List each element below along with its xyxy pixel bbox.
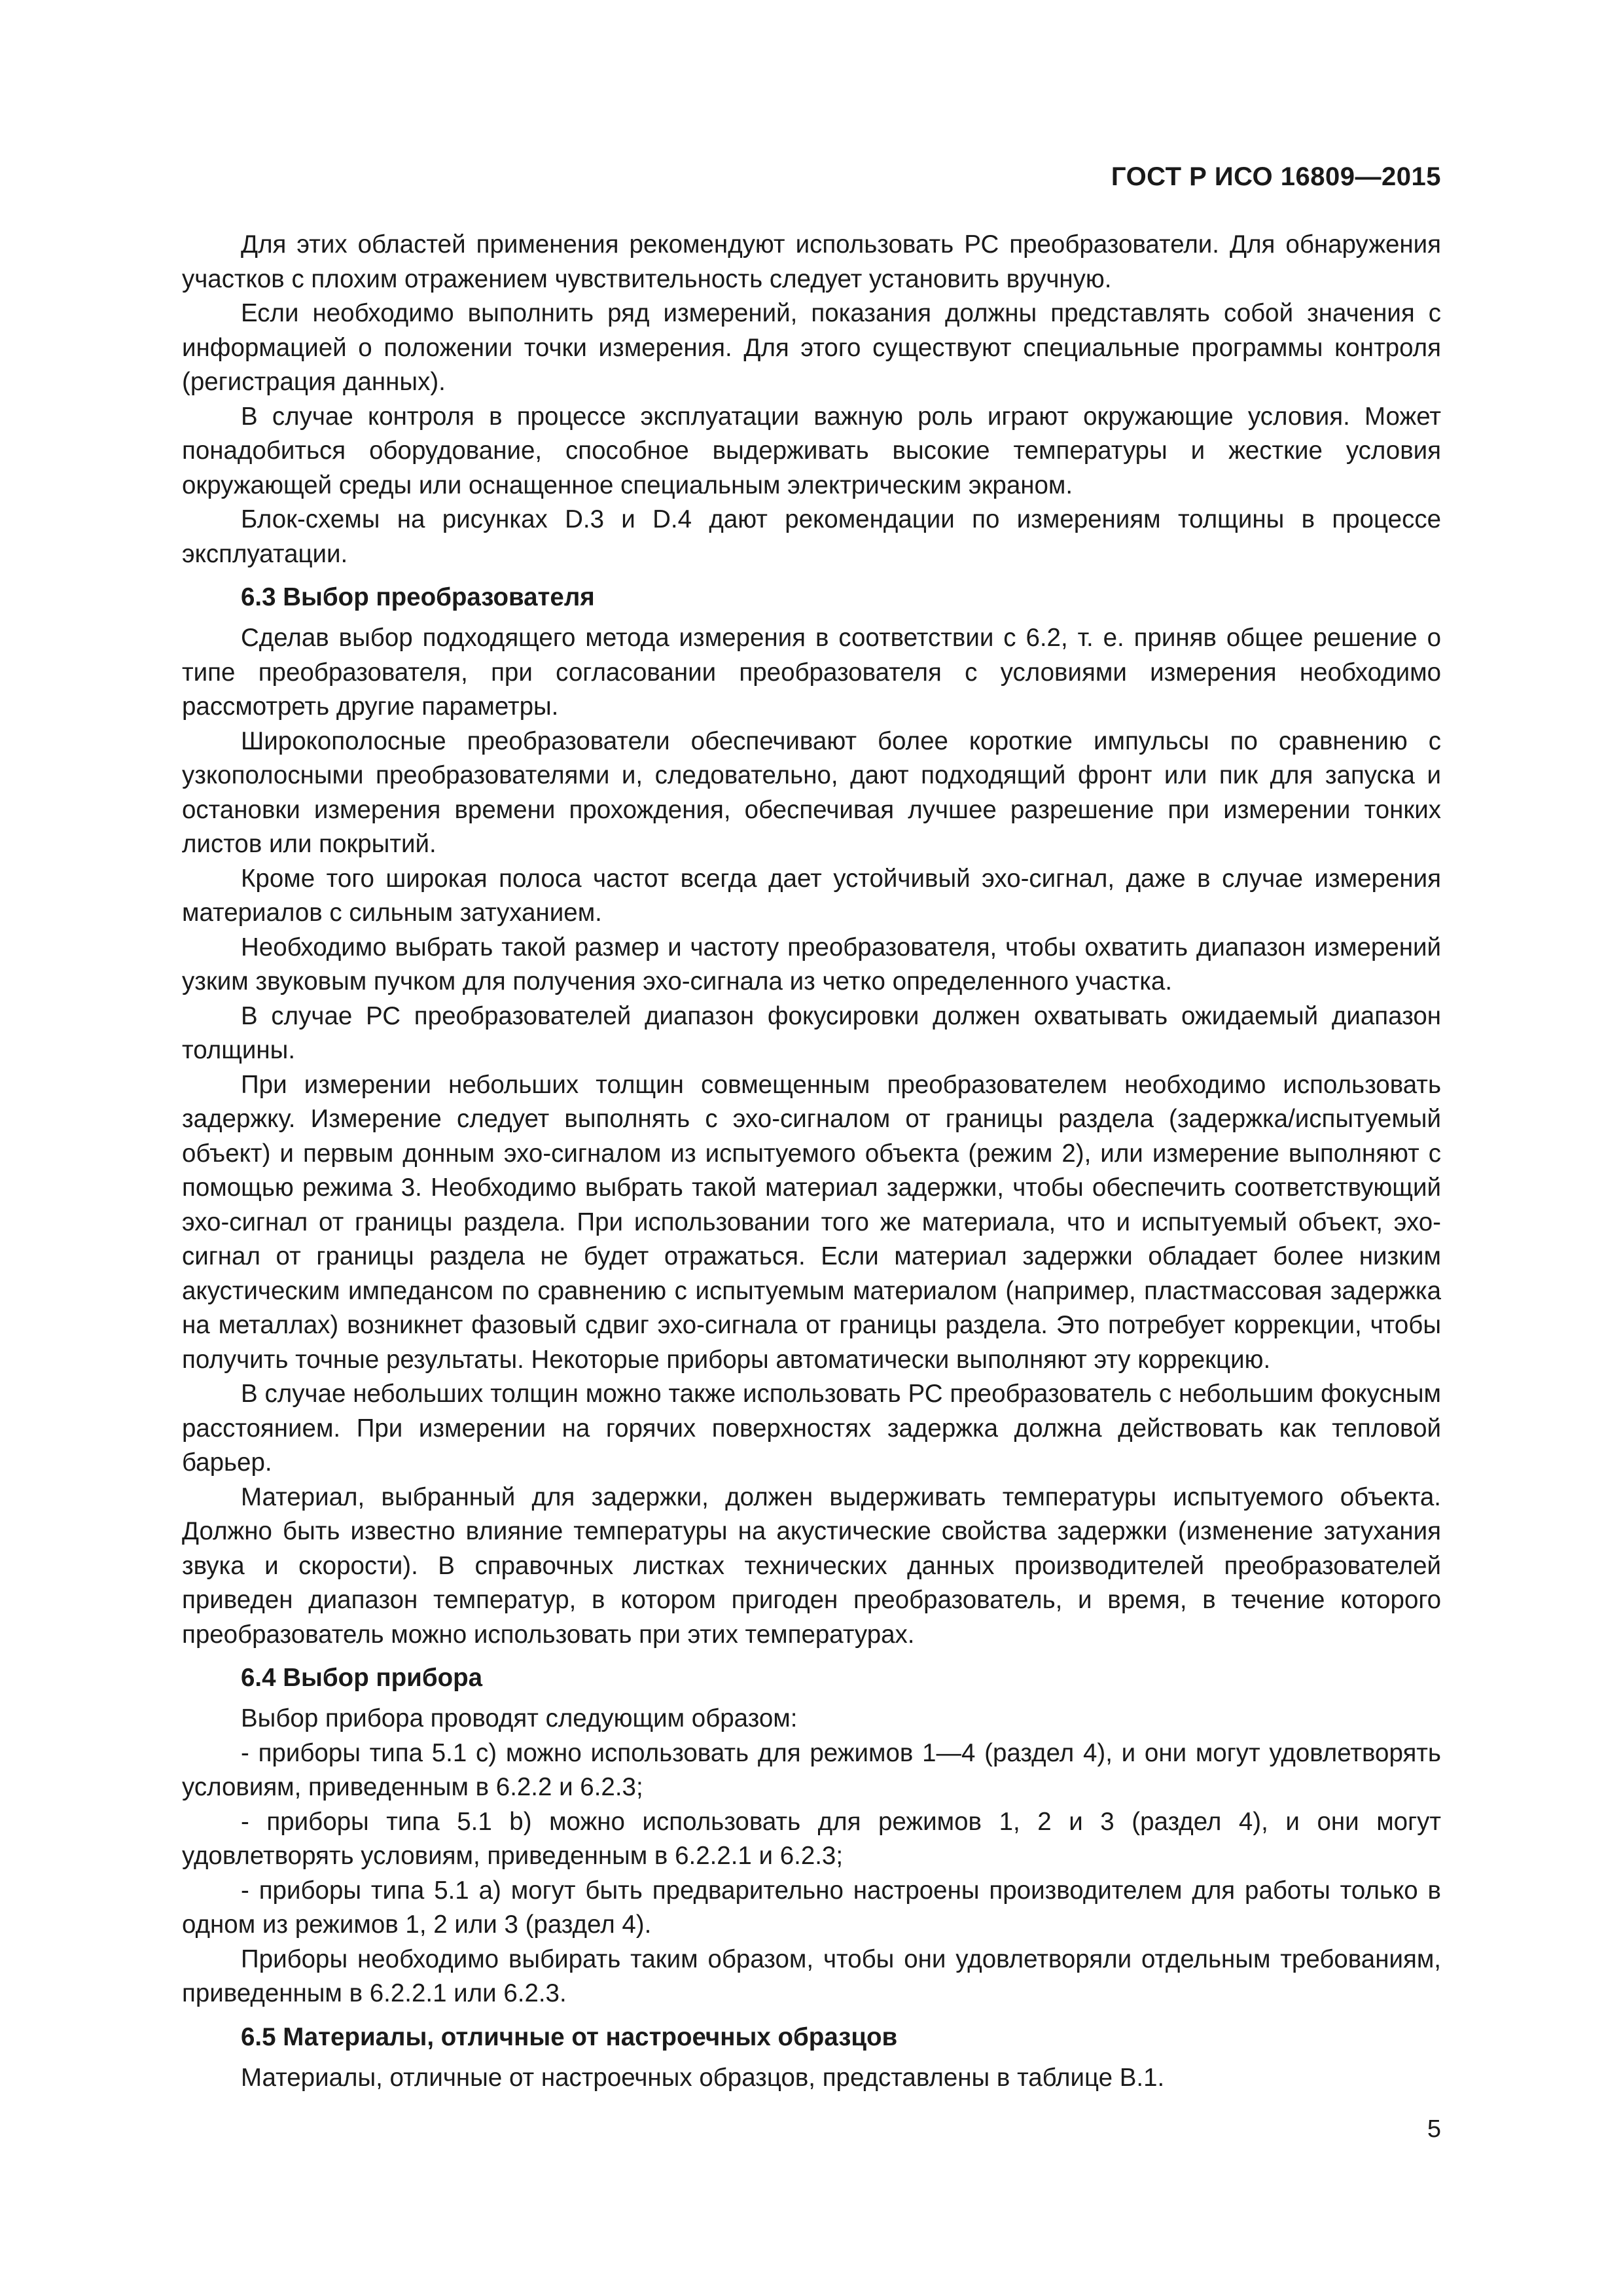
paragraph: Материалы, отличные от настроечных образцов, представлены в таблице В.1. (241, 2063, 1165, 2092)
paragraph: В случае РС преобразователей диапазон фокусировки должен охватывать ожидаемый диапазон толщины. (182, 1001, 1441, 1064)
paragraph: Приборы необходимо выбирать таким образом, чтобы они удовлетворяли отдельным требованиям, приведенным в 6.2.2.1 или 6.2.3. (182, 1945, 1441, 2007)
paragraph: Если необходимо выполнить ряд измерений, показания должны представлять собой значения с информацией о положении точки измерения. Для этого существуют специальные программы контроля (регистрация данных). (182, 299, 1441, 396)
page-number: 5 (1427, 2115, 1441, 2143)
section-heading-6-3: 6.3 Выбор преобразователя (241, 583, 595, 611)
paragraph: Широкополосные преобразователи обеспечивают более короткие импульсы по сравнению с узкополосными преобразователями и, следовательно, дают подходящий фронт или пик для запуска и остановки измерения времени прохождения, обеспечивая лучшее разрешение при измерении тонких листов или покрытий. (182, 726, 1441, 858)
paragraph: В случае контроля в процессе эксплуатации важную роль играют окружающие условия. Может понадобиться оборудование, способное выдерживать высокие температуры и жесткие условия окружающей среды или оснащенное специальным электрическим экраном. (182, 402, 1441, 499)
paragraph: Сделав выбор подходящего метода измерения в соответствии с 6.2, т. е. приняв общее решение о типе преобразователя, при согласовании преобразователя с условиями измерения необходимо рассмотреть другие параметры. (182, 624, 1441, 721)
document-header: ГОСТ Р ИСО 16809—2015 (1111, 162, 1441, 191)
paragraph: Для этих областей применения рекомендуют использовать РС преобразователи. Для обнаружения участков с плохим отражением чувствительность следует установить вручную. (182, 230, 1441, 293)
paragraph: Кроме того широкая полоса частот всегда дает устойчивый эхо-сигнал, даже в случае измерения материалов с сильным затуханием. (182, 864, 1441, 927)
section-heading-6-4: 6.4 Выбор прибора (241, 1664, 483, 1692)
section-heading-6-5: 6.5 Материалы, отличные от настроечных образцов (241, 2022, 898, 2051)
paragraph: Необходимо выбрать такой размер и частоту преобразователя, чтобы охватить диапазон измерений узким звуковым пучком для получения эхо-сигнала из четко определенного участка. (182, 933, 1441, 996)
list-item: - приборы типа 5.1 b) можно использовать для режимов 1, 2 и 3 (раздел 4), и они могут удовлетворять условиям, приведенным в 6.2.2.1 и 6.2.3; (182, 1807, 1441, 1870)
list-item: - приборы типа 5.1 а) могут быть предварительно настроены производителем для работы только в одном из режимов 1, 2 или 3 (раздел 4). (182, 1876, 1441, 1939)
paragraph: В случае небольших толщин можно также использовать РС преобразователь с небольшим фокусным расстоянием. При измерении на горячих поверхностях задержка должна действовать как тепловой барьер. (182, 1380, 1441, 1477)
paragraph: Материал, выбранный для задержки, должен выдерживать температуры испытуемого объекта. Должно быть известно влияние температуры на акустические свойства задержки (изменение затухания звука и скорости). В справочных листках технических данных производителей преобразователей приведен диапазон температур, в котором пригоден преобразователь, и время, в течение которого преобразователь можно использовать при этих температурах. (182, 1482, 1441, 1649)
paragraph: При измерении небольших толщин совмещенным преобразователем необходимо использовать задержку. Измерение следует выполнять с эхо-сигналом от границы раздела (задержка/испытуемый объект) и первым донным эхо-сигналом из испытуемого объекта (режим 2), или измерение выполняют с помощью режима 3. Необходимо выбрать такой материал задержки, чтобы обеспечить соответствующий эхо-сигнал от границы раздела. При использовании того же материала, что и испытуемый объект, эхо-сигнал от границы раздела не будет отражаться. Если материал задержки обладает более низким акустическим импедансом по сравнению с испытуемым материалом (например, пластмассовая задержка на металлах) возникнет фазовый сдвиг эхо-сигнала от границы раздела. Это потребует коррекции, чтобы получить точные результаты. Некоторые приборы автоматически выполняют эту коррекцию. (182, 1070, 1441, 1374)
paragraph: Выбор прибора проводят следующим образом: (241, 1704, 798, 1732)
list-item: - приборы типа 5.1 с) можно использовать для режимов 1—4 (раздел 4), и они могут удовлетворять условиям, приведенным в 6.2.2 и 6.2.3; (182, 1738, 1441, 1801)
document-body (182, 228, 1441, 2095)
paragraph: Блок-схемы на рисунках D.3 и D.4 дают рекомендации по измерениям толщины в процессе эксплуатации. (182, 505, 1441, 568)
